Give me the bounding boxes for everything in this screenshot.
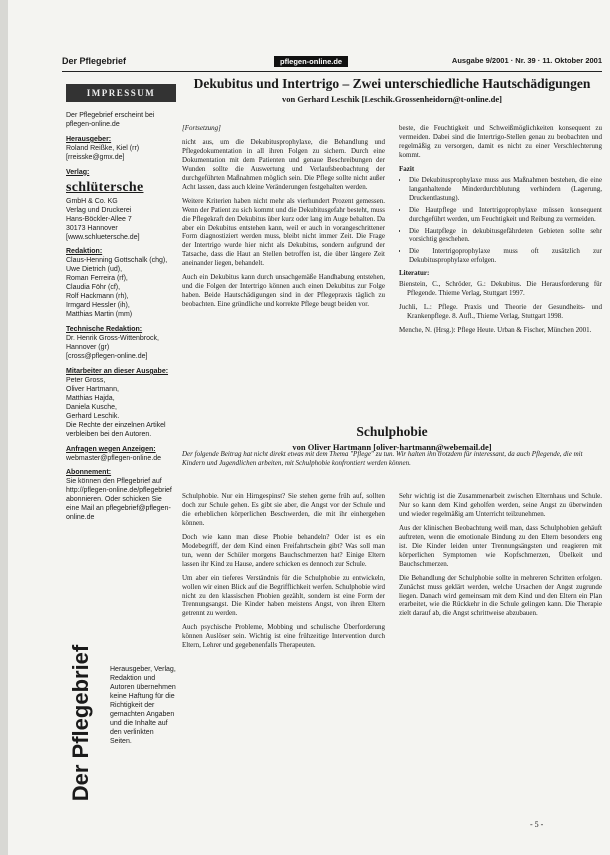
redaktion-text: Claus-Henning Gottschalk (chg), Uwe Dietrich (ud), Roman Ferreira (rf), Claudia Föhr (cf), Rolf Hackmann (rh), Irmgard Hessler (ih), Matthias Martin (mm) [66, 257, 168, 319]
page-header [62, 56, 602, 70]
redaktion-heading: Redaktion: [66, 248, 103, 256]
impressum-intro: Der Pflegebrief erscheint bei pflegen-online.de [66, 112, 155, 128]
fazit-heading: Fazit [399, 164, 415, 173]
article1-paragraph: Auch ein Dekubitus kann durch unsachgemäße Handhabung entstehen, und die Folgen der Intertrigo können auch einen Dekubitus zur Folge haben. Beide Hautschädigungen sind in der Pflegepraxis täglich zu beobachten. Eine gründliche und korrekte Pflege beugt beiden vor. [182, 273, 385, 309]
article2-title: Schulphobie [356, 424, 428, 439]
techred-text: Dr. Henrik Gross-Wittenbrock, Hannover (gr) [cross@pflegen-online.de] [66, 335, 159, 360]
article1-paragraph: Weitere Kriterien haben nicht mehr als vierhundert Prozent gemessen. Wenn der Patient zu sich kommt und die Dekubitusgefahr besteht, muss die Pflegekraft den Dekubitus über kurz oder lang im Auge behalten. Da aber ein Dekubitus entstehen kann, weil er auch in vorangeschrittener Form diagnostiziert werden muss, bleibt nicht immer Zeit. Die Frage der Intertrigo wurde hier nicht als Dekubitus, sondern aufgrund der Tatsache, dass die Haut an Stellen betroffen ist, die über längere Zeit aneinander liegen, behandelt. [182, 196, 385, 268]
article2-paragraph: Doch wie kann man diese Phobie behandeln? Oder ist es ein Modebegriff, der dem Kind einen Freifahrtschein gibt? Was soll man tun, wenn der Schüler morgens Bauchschmerzen hat? Einige Eltern lassen ihr Kind zu Hause, andere schicken es dennoch zur Schule. [182, 532, 385, 568]
literatur-item: Juchli, L.: Pflege. Praxis und Theorie der Gesundheits- und Krankenpflege. 8. Aufl., Thieme Verlag, Stuttgart 1998. [399, 303, 602, 321]
fazit-list [399, 176, 602, 266]
header-brand: Der Pflegebrief [62, 56, 127, 66]
article2-paragraph: Sehr wichtig ist die Zusammenarbeit zwischen Elternhaus und Schule. Nur so kann dem Kind geholfen werden, seine Angst zu überwinden und wieder regelmäßig am Unterricht teilzunehmen. [399, 492, 602, 518]
article1-paragraph: [Fortsetzung] [182, 124, 221, 132]
article2-author: von Oliver Hartmann [oliver-hartmann@webemail.de] [292, 441, 492, 452]
literatur-item: Menche, N. (Hrsg.): Pflege Heute. Urban & Fischer, München 2001. [399, 326, 592, 335]
fazit-item: • Die Intertrigoprophylaxe muss oft zusätzlich zur Dekubitusprophylaxe erfolgen. [409, 247, 602, 265]
article2-paragraph: Auch psychische Probleme, Mobbing und schulische Überforderung können Auslöser sein. Wichtig ist eine frühzeitige Intervention durch Eltern, Lehrer und gegebenenfalls Therapeuten. [182, 623, 385, 650]
verlag-logo: schlütersche [66, 179, 144, 195]
literatur-heading: Literatur: [399, 269, 430, 278]
vertical-brand-logo [58, 644, 104, 806]
fazit-item: • Die Dekubitusprophylaxe muss aus Maßnahmen bestehen, die eine langanhaltende Minderdurchblutung verhindern (Lagerung, Druckentlastung). [409, 176, 602, 203]
abo-text: Sie können den Pflegebrief auf http://pflegen-online.de/pflegebrief abonnieren. Oder schicken Sie eine Mail an pflegebrief@pflegen-online.de [66, 478, 172, 522]
page-number: - 5 - [530, 820, 544, 829]
article2-columns [182, 492, 602, 810]
article2-paragraph: Um aber ein tieferes Verständnis für die Schulphobie zu entwickeln, wollen wir einen Blick auf die Begrifflichkeit werfen. Schulphobie wird nicht zu den klassischen Phobien gezählt, sondern ist eine Form der Trennungsangst. Die Kinder haben meistens Angst, von ihren Eltern getrennt zu werden. [182, 573, 385, 618]
header-url: pflegen-online.de [274, 56, 348, 67]
article1-col-left [182, 124, 385, 420]
impressum-sidebar [66, 84, 176, 523]
verlag-text: GmbH & Co. KG Verlag und Druckerei Hans-Böckler-Allee 7 30173 Hannover [www.schluetersche.de] [66, 197, 140, 241]
mitarbeiter-text: Peter Gross, Oliver Hartmann, Matthias Hajda, Daniela Kusche, Gerhard Leschik. Die Rechte der einzelnen Artikel verbleiben bei den Autoren. [66, 376, 166, 438]
article2-paragraph: Schulphobie. Nur ein Hirngespinst? Sie stehen gerne früh auf, sollten doch zur Schule gehen. Es gibt sie aber, die Angst vor der Schule und die erheblichen körperlichen Beschwerden, die mit ihr einhergehen können. [182, 492, 385, 527]
herausgeber-text: Roland Reißke, Kiel (rr) [rreisske@gmx.de] [66, 144, 140, 161]
anzeigen-heading: Anfragen wegen Anzeigen: [66, 445, 156, 453]
fazit-item: • Die Hautpflege in dekubitusgefährdeten Gebieten sollte sehr vorsichtig geschehen. [409, 227, 602, 245]
anzeigen-text: webmaster@pflegen-online.de [66, 454, 162, 462]
impressum-title: IMPRESSUM [66, 84, 176, 102]
literatur-item: Bienstein, C., Schröder, G.: Dekubitus. Die Herausforderung für Pflegende. Thieme Verlag, Stuttgart 1997. [399, 280, 602, 298]
article1-columns [182, 124, 602, 420]
verlag-heading: Verlag: [66, 168, 90, 176]
article1-paragraph: nicht aus, um die Dekubitusprophylaxe, die Behandlung und Pflegedokumentation in all ihren Folgen zu sichern. Durch eine Dokumentation mit dem Patienten und genaue Beschreibungen der Wunden sollte die Auswertung und Verlaufsbeobachtung der durchgeführten Maßnahmen möglich sein. Die Pflege sollte nicht außer Acht lassen, dass auch kleine Veränderungen festgehalten werden. [182, 137, 385, 191]
header-issue: Ausgabe 9/2001 · Nr. 39 · 11. Oktober 2001 [451, 56, 602, 65]
article1-paragraph: beste, die Feuchtigkeit und Schweißmöglichkeiten konsequent zu vermeiden. Dabei sind die Intertrigo-Stellen genau zu beobachten und regelmäßig zu versorgen, damit es nicht zu einer Verschlechterung kommt. [399, 124, 602, 159]
article2-col-right [399, 492, 602, 810]
article1-header [182, 76, 602, 108]
page-edge-shadow [0, 0, 8, 855]
article2-col-left [182, 492, 385, 810]
mitarbeiter-heading: Mitarbeiter an dieser Ausgabe: [66, 367, 169, 375]
article1-title: Dekubitus und Intertrigo – Zwei unterschiedliche Hautschädigungen [193, 76, 591, 91]
herausgeber-heading: Herausgeber: [66, 135, 112, 143]
vertical-brand-text: Der Pflegebrief [68, 644, 93, 802]
article2-paragraph: Die Behandlung der Schulphobie sollte in mehreren Schritten erfolgen. Zunächst muss geklärt werden, welche Ursachen der Angst zugrunde liegen. Danach wird gemeinsam mit dem Kind und den Eltern ein Plan erarbeitet, wie die Rückkehr in die Schule gelingen kann. Die Therapie zielt darauf ab, die Angst schrittweise abzubauen. [399, 573, 602, 618]
fazit-item: • Die Hautpflege und Intertrigoprophylaxe müssen konsequent durchgeführt werden, um Feuchtigkeit und Reibung zu vermeiden. [409, 206, 602, 224]
article2-intro: Der folgende Beitrag hat nicht direkt etwas mit dem Thema "Pflege" zu tun. Wir halten ihn trotzdem für interessant, da auch Pflegende, die mit Kindern und Jugendlichen arbeiten, mit Schulphobie konfrontiert werden können. [182, 450, 583, 467]
article2-paragraph: Aus der klinischen Beobachtung weiß man, dass Schulphobien gehäuft auftreten, wenn die emotionale Bindung zu den Eltern besonders eng ist. Die Kinder leiden unter Trennungsängsten und reagieren mit körperlichen Symptomen wie Kopfschmerzen, Übelkeit und Bauchschmerzen. [399, 523, 602, 568]
header-rule [62, 71, 602, 72]
disclaimer-text: Herausgeber, Verlag, Redaktion und Autoren übernehmen keine Haftung für die Richtigkeit der gemachten Angaben und die Inhalte auf den verlinkten Seiten. [110, 666, 176, 745]
techred-heading: Technische Redaktion: [66, 326, 143, 334]
abo-heading: Abonnement: [66, 469, 112, 477]
article1-author: von Gerhard Leschik [Leschik.Grossenheidorn@t-online.de] [281, 93, 503, 104]
article1-col-right [399, 124, 602, 420]
